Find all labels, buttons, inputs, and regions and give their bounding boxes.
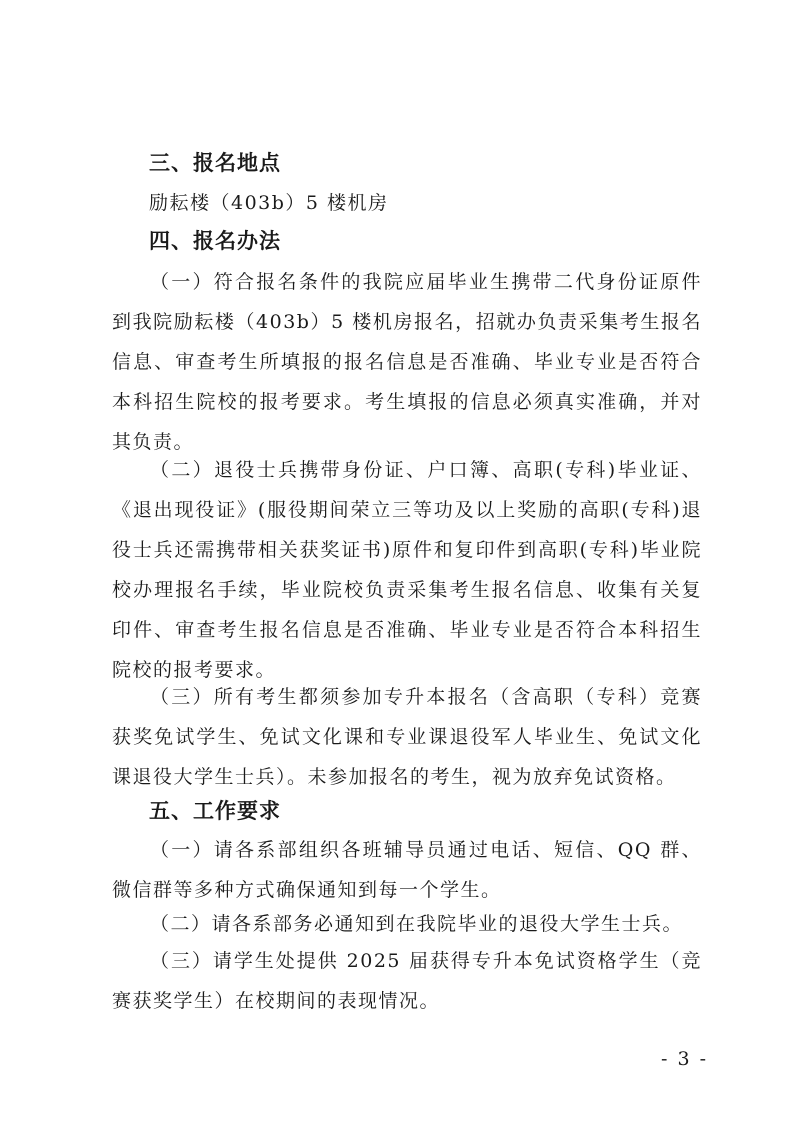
- section-heading-work-requirements: 五、工作要求: [149, 799, 281, 823]
- work-requirements-paragraph-1: （一）请各系部组织各班辅导员通过电话、短信、QQ 群、微信群等多种方式确保通知到每一个学生。: [112, 839, 702, 901]
- section-heading-registration-method: 四、报名办法: [149, 229, 281, 253]
- registration-method-paragraph-3-block: [112, 677, 702, 797]
- page-number: - 3 -: [660, 1048, 708, 1070]
- registration-method-paragraph-2: （二）退役士兵携带身份证、户口簿、高职(专科)毕业证、《退出现役证》(服役期间荣立三等功及以上奖励的高职(专科)退役士兵还需携带相关获奖证书)原件和复印件到高职(专科)毕业院校办理报名手续，毕业院校负责采集考生报名信息、收集有关复印件、审查考生报名信息是否准确、毕业专业是否符合本科招生院校的报考要求。: [112, 459, 702, 681]
- work-requirements-paragraph-3: （三）请学生处提供 2025 届获得专升本免试资格学生（竞赛获奖学生）在校期间的表现情况。: [112, 950, 702, 1012]
- registration-method-paragraph-1: （一）符合报名条件的我院应届毕业生携带二代身份证原件到我院励耘楼（403b）5 楼机房报名，招就办负责采集考生报名信息、审查考生所填报的报名信息是否准确、毕业专业是否符合本科招生院校的报考要求。考生填报的信息必须真实准确，并对其负责。: [112, 271, 702, 453]
- registration-location-text: 励耘楼（403b）5 楼机房: [149, 192, 389, 214]
- registration-method-paragraph-1-block: [112, 262, 702, 462]
- section-heading-registration-location: 三、报名地点: [149, 151, 281, 175]
- section-4: [112, 221, 702, 261]
- registration-method-paragraph-2-block: [112, 450, 702, 690]
- work-requirements-paragraph-2-block: [112, 904, 702, 944]
- registration-location-text-block: [149, 183, 739, 223]
- work-requirements-paragraph-2: （二）请各系部务必通知到在我院毕业的退役大学生士兵。: [150, 913, 684, 935]
- work-requirements-paragraph-3-block: [112, 941, 702, 1021]
- section-3: [112, 143, 702, 183]
- section-5: [112, 791, 702, 831]
- registration-method-paragraph-3: （三）所有考生都须参加专升本报名（含高职（专科）竞赛获奖免试学生、免试文化课和专业课退役军人毕业生、免试文化课退役大学生士兵）。未参加报名的考生，视为放弃免试资格。: [112, 686, 702, 788]
- work-requirements-paragraph-1-block: [112, 830, 702, 910]
